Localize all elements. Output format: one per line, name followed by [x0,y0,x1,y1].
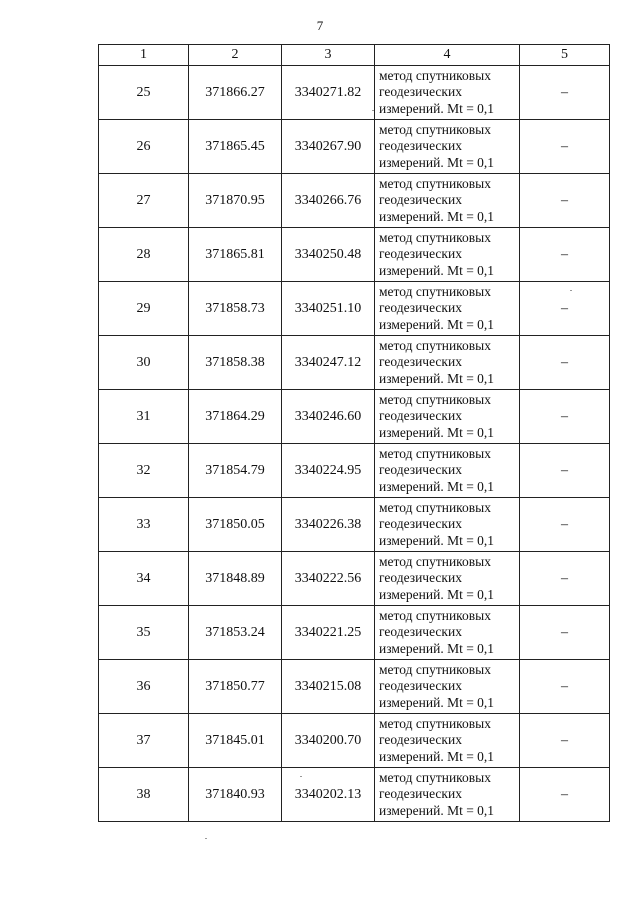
method-line: измерений. Mt = 0,1 [379,100,495,116]
x-coordinate-cell: 371870.95 [189,174,282,228]
method-line: метод спутниковых [379,229,491,245]
x-coordinate-cell: 371866.27 [189,66,282,120]
x-coordinate-cell: 371858.73 [189,282,282,336]
method-line: измерений. Mt = 0,1 [379,640,495,656]
method-line: метод спутниковых [379,661,491,677]
scan-speck [372,110,374,111]
method-line: метод спутниковых [379,121,491,137]
x-coordinate-cell: 371853.24 [189,606,282,660]
point-number-cell: 33 [99,498,189,552]
y-coordinate-cell: 3340215.08 [282,660,375,714]
method-line: геодезических [379,570,462,586]
column-header: 2 [189,45,282,66]
note-cell: – [520,552,610,606]
method-line: геодезических [379,192,462,208]
table-body [99,45,610,822]
point-number-cell: 36 [99,660,189,714]
method-line: геодезических [379,138,462,154]
method-line: геодезических [379,786,462,802]
scan-speck [570,290,572,291]
point-number-cell: 28 [99,228,189,282]
y-coordinate-cell: 3340226.38 [282,498,375,552]
table-row [99,120,610,174]
method-cell [375,120,520,174]
x-coordinate-cell: 371854.79 [189,444,282,498]
method-line: геодезических [379,300,462,316]
method-cell [375,66,520,120]
column-header: 5 [520,45,610,66]
y-coordinate-cell: 3340251.10 [282,282,375,336]
note-cell: – [520,120,610,174]
column-header: 1 [99,45,189,66]
y-coordinate-cell: 3340200.70 [282,714,375,768]
method-line: геодезических [379,624,462,640]
note-cell: – [520,228,610,282]
y-coordinate-cell: 3340202.13 [282,768,375,822]
method-line: измерений. Mt = 0,1 [379,586,495,602]
method-line: геодезических [379,84,462,100]
method-cell [375,606,520,660]
point-number-cell: 32 [99,444,189,498]
y-coordinate-cell: 3340250.48 [282,228,375,282]
table-row [99,174,610,228]
y-coordinate-cell: 3340247.12 [282,336,375,390]
coordinates-table [98,44,610,822]
method-line: метод спутниковых [379,607,491,623]
point-number-cell: 34 [99,552,189,606]
table-row [99,714,610,768]
table-row [99,336,610,390]
note-cell: – [520,444,610,498]
note-cell: – [520,174,610,228]
y-coordinate-cell: 3340266.76 [282,174,375,228]
method-line: измерений. Mt = 0,1 [379,370,495,386]
x-coordinate-cell: 371858.38 [189,336,282,390]
method-cell [375,336,520,390]
method-line: измерений. Mt = 0,1 [379,208,495,224]
table-header-row [99,45,610,66]
x-coordinate-cell: 371848.89 [189,552,282,606]
method-cell [375,228,520,282]
method-line: измерений. Mt = 0,1 [379,424,495,440]
point-number-cell: 25 [99,66,189,120]
method-line: измерений. Mt = 0,1 [379,262,495,278]
method-cell [375,174,520,228]
method-line: измерений. Mt = 0,1 [379,316,495,332]
method-cell [375,768,520,822]
point-number-cell: 31 [99,390,189,444]
method-cell [375,552,520,606]
method-line: измерений. Mt = 0,1 [379,802,495,818]
point-number-cell: 38 [99,768,189,822]
table-row [99,660,610,714]
method-line: измерений. Mt = 0,1 [379,532,495,548]
scan-speck [205,838,207,839]
method-cell [375,498,520,552]
method-line: метод спутниковых [379,769,491,785]
table-row [99,444,610,498]
x-coordinate-cell: 371865.81 [189,228,282,282]
point-number-cell: 29 [99,282,189,336]
column-header: 3 [282,45,375,66]
table-row [99,552,610,606]
x-coordinate-cell: 371840.93 [189,768,282,822]
note-cell: – [520,606,610,660]
method-line: геодезических [379,408,462,424]
method-line: метод спутниковых [379,445,491,461]
y-coordinate-cell: 3340221.25 [282,606,375,660]
method-line: геодезических [379,732,462,748]
x-coordinate-cell: 371865.45 [189,120,282,174]
table-row [99,606,610,660]
note-cell: – [520,66,610,120]
method-line: метод спутниковых [379,499,491,515]
method-cell [375,660,520,714]
y-coordinate-cell: 3340246.60 [282,390,375,444]
point-number-cell: 27 [99,174,189,228]
table-row [99,768,610,822]
y-coordinate-cell: 3340271.82 [282,66,375,120]
y-coordinate-cell: 3340224.95 [282,444,375,498]
method-cell [375,282,520,336]
method-line: метод спутниковых [379,175,491,191]
method-line: измерений. Mt = 0,1 [379,478,495,494]
table-row [99,66,610,120]
table-row [99,390,610,444]
method-line: геодезических [379,462,462,478]
method-line: метод спутниковых [379,67,491,83]
method-line: метод спутниковых [379,337,491,353]
point-number-cell: 30 [99,336,189,390]
table-row [99,282,610,336]
note-cell: – [520,390,610,444]
method-line: метод спутниковых [379,553,491,569]
method-line: метод спутниковых [379,283,491,299]
note-cell: – [520,714,610,768]
method-line: измерений. Mt = 0,1 [379,154,495,170]
point-number-cell: 37 [99,714,189,768]
note-cell: – [520,768,610,822]
page-number: 7 [316,18,324,33]
note-cell: – [520,336,610,390]
table-row [99,228,610,282]
note-cell: – [520,282,610,336]
method-cell [375,714,520,768]
point-number-cell: 26 [99,120,189,174]
method-line: геодезических [379,516,462,532]
method-cell [375,444,520,498]
table-row [99,498,610,552]
method-line: геодезических [379,678,462,694]
x-coordinate-cell: 371845.01 [189,714,282,768]
x-coordinate-cell: 371864.29 [189,390,282,444]
column-header: 4 [375,45,520,66]
scan-speck [300,776,302,777]
method-line: измерений. Mt = 0,1 [379,694,495,710]
method-line: метод спутниковых [379,715,491,731]
y-coordinate-cell: 3340267.90 [282,120,375,174]
method-cell [375,390,520,444]
method-line: метод спутниковых [379,391,491,407]
note-cell: – [520,498,610,552]
x-coordinate-cell: 371850.77 [189,660,282,714]
point-number-cell: 35 [99,606,189,660]
method-line: геодезических [379,354,462,370]
y-coordinate-cell: 3340222.56 [282,552,375,606]
x-coordinate-cell: 371850.05 [189,498,282,552]
method-line: измерений. Mt = 0,1 [379,748,495,764]
note-cell: – [520,660,610,714]
method-line: геодезических [379,246,462,262]
